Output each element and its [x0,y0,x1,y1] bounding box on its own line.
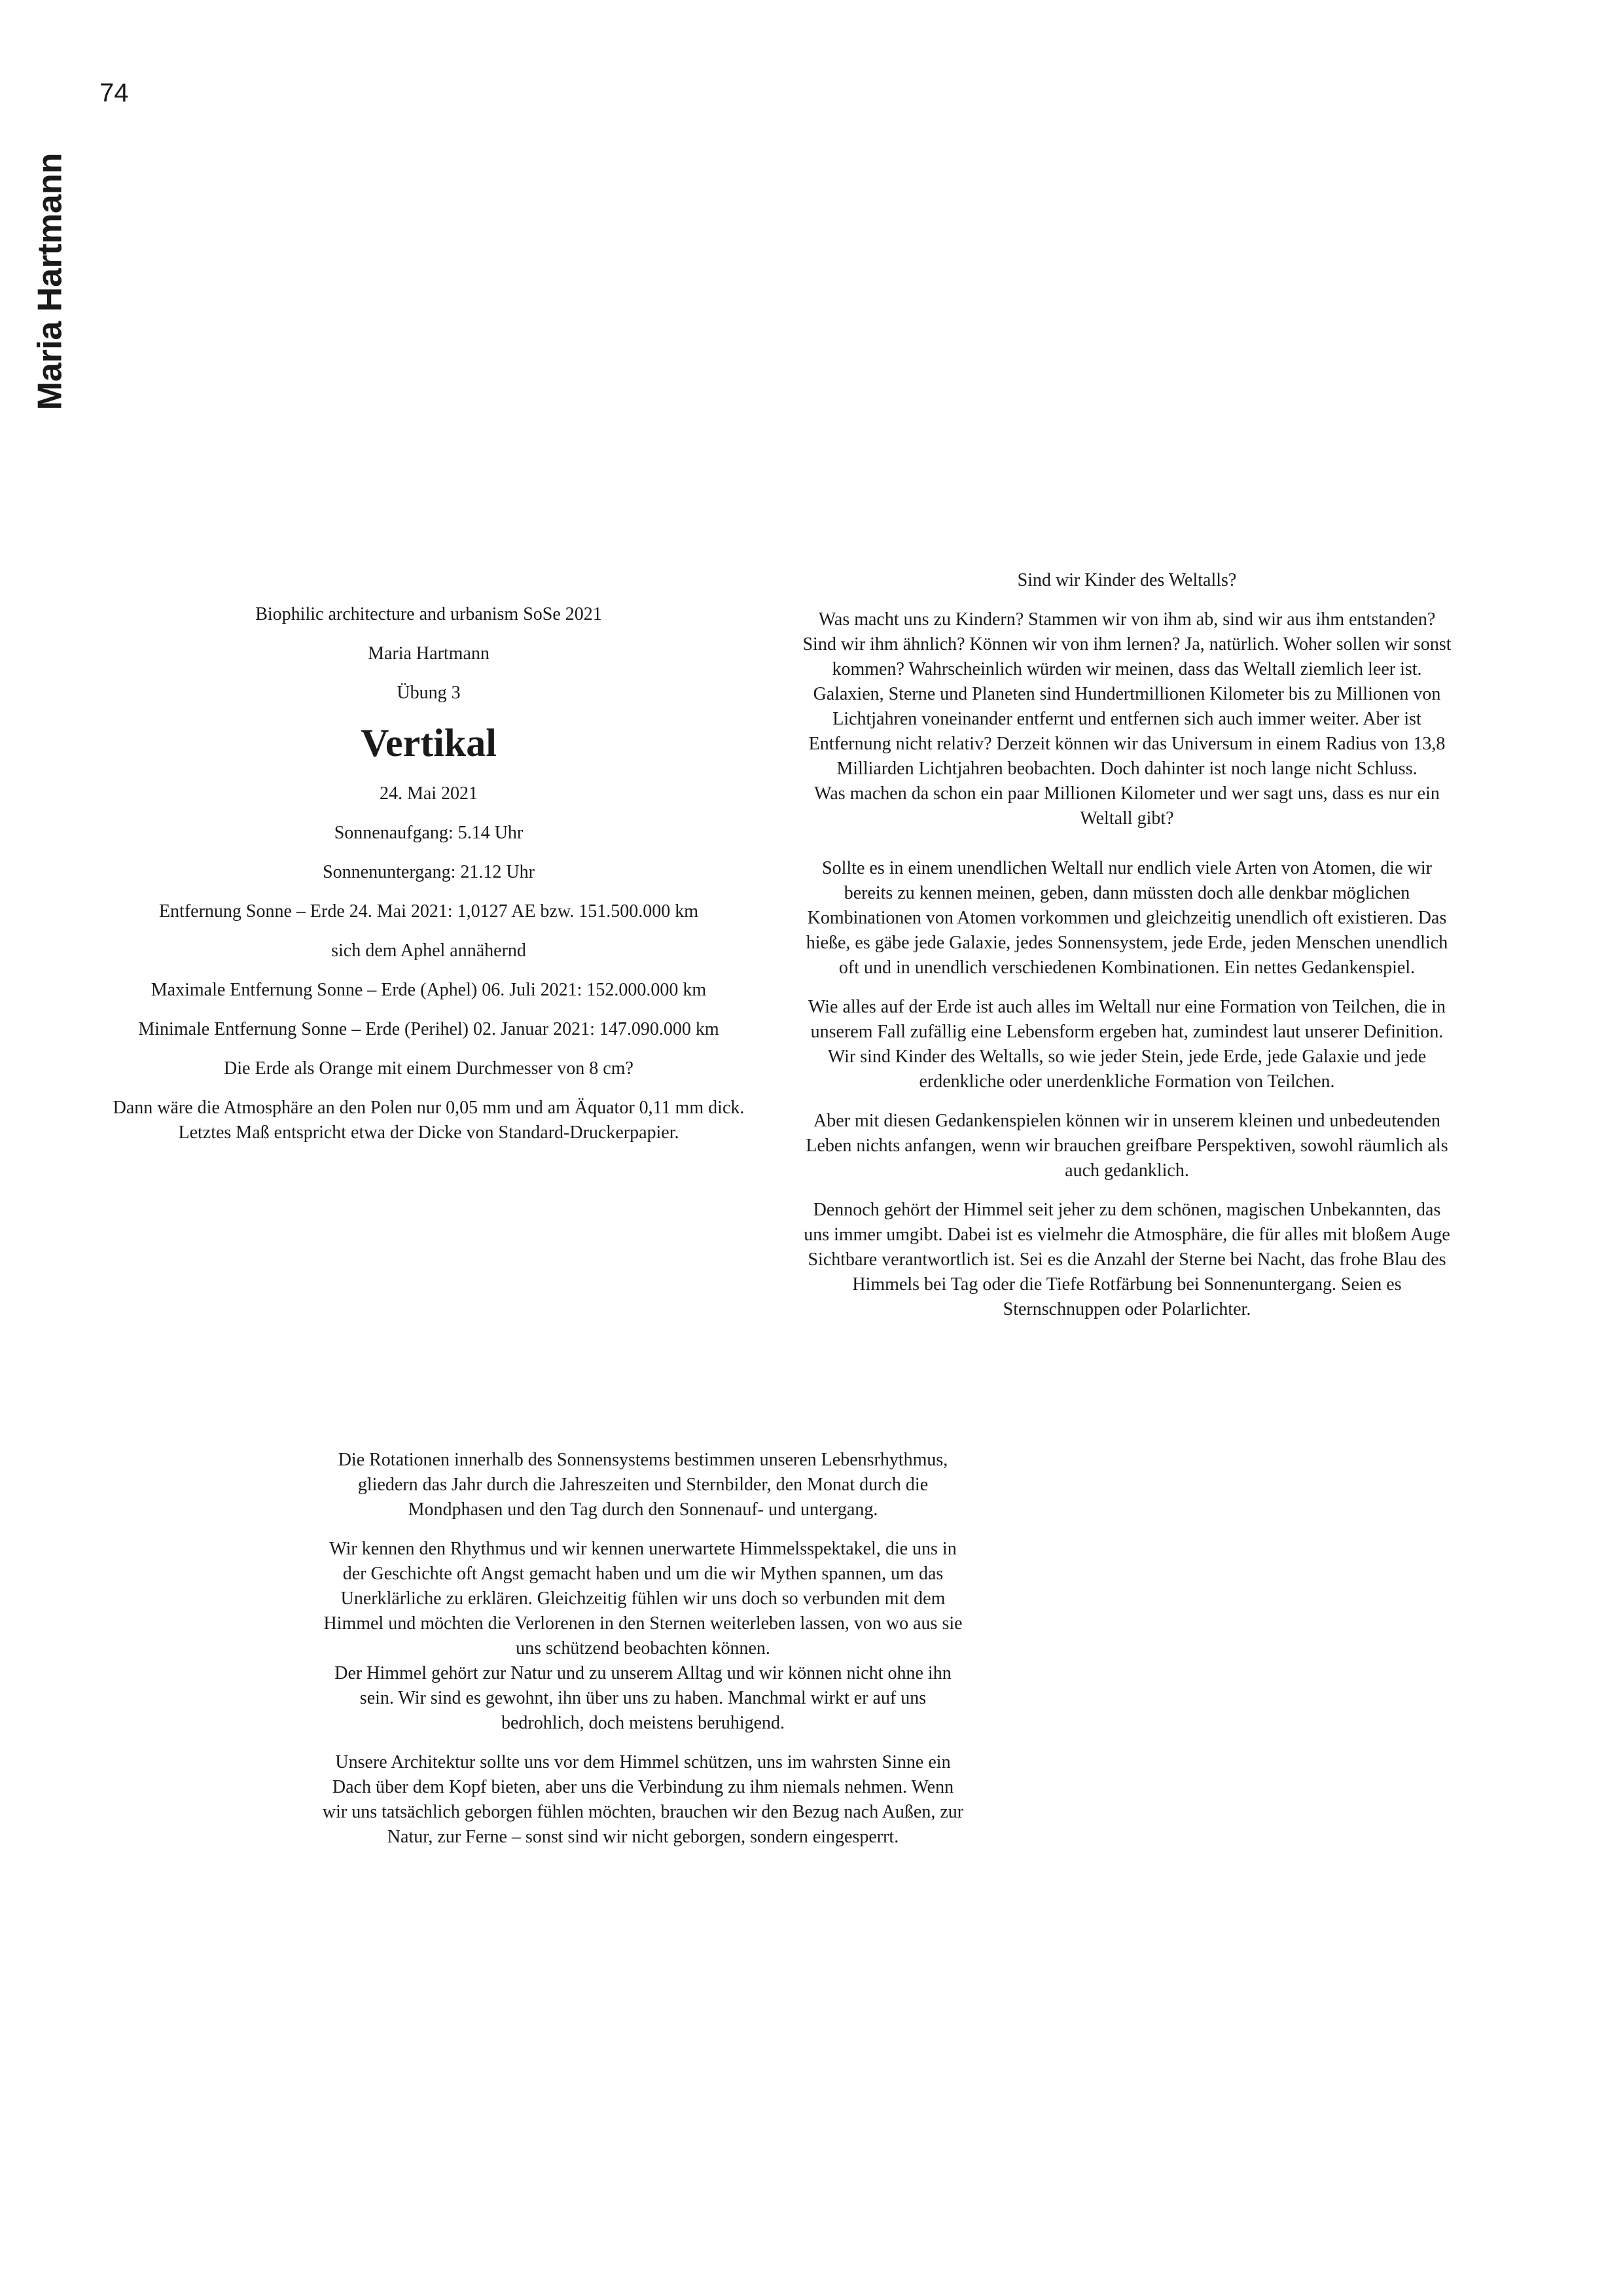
essay-title: Sind wir Kinder des Weltalls? [1017,570,1237,590]
intro-column [105,602,753,1160]
essay-paragraph: Was macht uns zu Kindern? Stammen wir von ihm ab, sind wir aus ihm entstanden? Sind wir ihm ähnlich? Können wir von ihm lernen? Ja, natürlich. Woher sollen wir sonst kommen? Wahrscheinlich würden wir meinen, dass das Weltall ziemlich leer ist. Galaxien, Sterne und Planeten sind Hundertmillionen Kilometer bis zu Millionen von Lichtjahren voneinander entfernt und entfernen sich auch immer weiter. Aber ist Entfernung nicht relativ? Derzeit können wir das Universum in einem Radius von 13,8 Milliarden Lichtjahren beobachten. Doch dahinter ist noch lange nicht Schluss. [802,609,1452,779]
date-line: 24. Mai 2021 [379,783,478,804]
course-title: Biophilic architecture and urbanism SoSe 2021 [255,604,602,624]
aphel-note: sich dem Aphel annähernd [331,941,526,961]
closing-paragraph: Unsere Architektur sollte uns vor dem Himmel schützen, uns im wahrsten Sinne ein Dach über dem Kopf bieten, aber uns die Verbindung zu ihm niemals nehmen. Wenn wir uns tatsächlich geborgen fühlen möchten, brauchen wir den Bezug nach Außen, zur Natur, zur Ferne – sonst sind wir nicht geborgen, sondern eingesperrt. [322,1752,964,1847]
sunrise-line: Sonnenaufgang: 5.14 Uhr [334,823,524,843]
page-title: Vertikal [361,721,497,764]
essay-paragraph: Dennoch gehört der Himmel seit jeher zu dem schönen, magischen Unbekannten, das uns immer umgibt. Dabei ist es vielmehr die Atmosphäre, die für alles mit bloßem Auge Sichtbare verantwortlich ist. Sei es die Anzahl der Sterne bei Nacht, das frohe Blau des Himmels bei Tag oder die Tiefe Rotfärbung bei Sonnenuntergang. Seien es Sternschnuppen oder Polarlichter. [804,1200,1450,1319]
closing-paragraph: Die Rotationen innerhalb des Sonnensystems bestimmen unseren Lebensrhythmus, gliedern das Jahr durch die Jahreszeiten und Sternbilder, den Monat durch die Mondphasen und den Tag durch den Sonnenauf- und untergang. [338,1450,948,1520]
side-author-label [30,151,69,412]
essay-paragraph: Was machen da schon ein paar Millionen Kilometer und wer sagt uns, dass es nur ein Weltall gibt? [814,783,1440,829]
atmosphere-paragraph: Dann wäre die Atmosphäre an den Polen nur 0,05 mm und am Äquator 0,11 mm dick. Letztes Maß entspricht etwa der Dicke von Standard-Druckerpapier. [113,1098,745,1143]
orange-question: Die Erde als Orange mit einem Durchmesser von 8 cm? [224,1058,633,1079]
author-name: Maria Hartmann [368,643,490,664]
essay-column [800,568,1454,1336]
essay-paragraph: Sollte es in einem unendlichen Weltall nur endlich viele Arten von Atomen, die wir bereits zu kennen meinen, geben, dann müssten doch alle denkbar möglichen Kombinationen von Atomen vorkommen und gleichzeitig unendlich oft existieren. Das hieße, es gäbe jede Galaxie, jedes Sonnensystem, jede Erde, jeden Menschen unendlich oft und in unendlich verschiedenen Kombinationen. Ein nettes Gedankenspiel. [806,858,1448,978]
distance-line: Entfernung Sonne – Erde 24. Mai 2021: 1,0127 AE bzw. 151.500.000 km [158,901,699,922]
sunset-line: Sonnenuntergang: 21.12 Uhr [323,862,535,882]
essay-paragraph: Aber mit diesen Gedankenspielen können wir in unserem kleinen und unbedeutenden Leben nichts anfangen, wenn wir brauchen greifbare Perspektiven, sowohl räumlich als auch gedanklich. [806,1111,1448,1181]
min-distance-line: Minimale Entfernung Sonne – Erde (Perihel) 02. Januar 2021: 147.090.000 km [138,1019,719,1039]
exercise-label: Übung 3 [397,683,461,703]
closing-paragraph: Wir kennen den Rhythmus und wir kennen unerwartete Himmelsspektakel, die uns in der Geschichte oft Angst gemacht haben und um die wir Mythen spannen, um das Unerklärliche zu erklären. Gleichzeitig fühlen wir uns doch so verbunden mit dem Himmel und möchten die Verlorenen in den Sternen weiterleben lassen, von wo aus sie uns schützend beobachten können. [323,1539,963,1659]
max-distance-line: Maximale Entfernung Sonne – Erde (Aphel) 06. Juli 2021: 152.000.000 km [151,980,707,1000]
closing-paragraph: Der Himmel gehört zur Natur und zu unserem Alltag und wir können nicht ohne ihn sein. Wir sind es gewohnt, ihn über uns zu haben. Manchmal wirkt er auf uns bedrohlich, doch meistens beruhigend. [334,1663,952,1733]
page-number: 74 [99,79,129,107]
closing-column [321,1448,965,1864]
side-author-text: Maria Hartmann [31,152,69,410]
essay-paragraph: Wir sind Kinder des Weltalls, so wie jeder Stein, jede Erde, jede Galaxie und jede erdenkliche oder unerdenkliche Formation von Teilchen. [827,1047,1427,1092]
essay-paragraph: Wie alles auf der Erde ist auch alles im Weltall nur eine Formation von Teilchen, die in unserem Fall zufällig eine Lebensform ergeben hat, zumindest laut unserer Definition. [808,997,1446,1042]
